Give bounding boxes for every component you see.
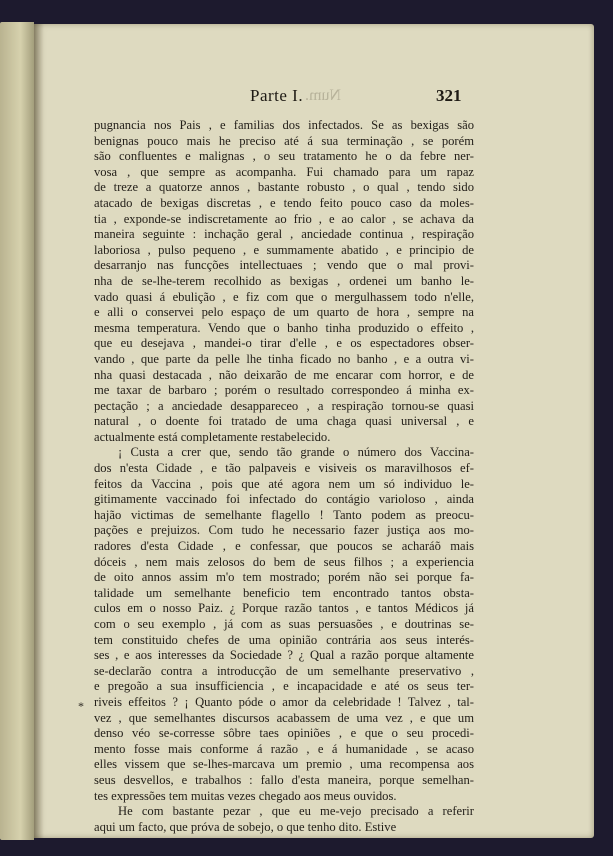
text-line: elles vissem que se-lhes-marcava um premio , uma recompensa aos [94,757,474,772]
text-line: dóceis , nem mais zelosos do bem de seus filhos ; a experiencia [94,554,474,569]
left-page-edge [0,22,34,840]
running-head [0,86,613,108]
text-line: que eu desejava , mandei-o tirar d'elle , e os espectadores obser- [94,336,474,351]
text-line: e alli o conservei pelo espaço de um quarto de hora , sempre na [94,305,474,320]
text-line: tes expressões tem muitas vezes chegado aos meus ouvidos. [94,788,397,803]
text-line: denso véo se-corresse sôbre taes opiniões , e que o seu procedi- [94,726,474,741]
text-line: pações e prejuizos. Com tudo he necessario fazer justiça aos mo- [94,523,474,538]
text-line: maneira seguinte : inchação geral , anciedade continua , respiração [94,227,474,242]
text-line: com o seu exemplo , já com as suas persuasões , e doutrinas se- [94,617,474,631]
text-line: vado quasi á ebulição , e fiz com que o mergulhassem todo n'elle, [94,289,474,304]
text-line: de oito annos assim m'o tem mostrado; porém não sei porque fa- [94,570,474,585]
margin-marker: * [78,699,84,713]
text-line: seus desvellos, e trabalhos : fallo d'esta maneira, porque semelhan- [94,772,474,787]
text-line: talidade um semelhante beneficio tem encontrado tantos obsta- [94,585,474,600]
text-line: riveis effeitos ? ¡ Quanto póde o amor da celebridade ! Talvez , tal- [94,694,474,709]
text-line: culos em o nosso Paiz. ¿ Porque razão tantos , e tantos Médicos já [94,601,474,616]
text-line: natural , o doente foi tratado de uma chaga quasi universal , e [94,414,474,429]
page-gutter-shadow [34,24,44,838]
body-text [94,118,474,835]
text-line: vosa , que sempre as acompanha. Fui chamado para um rapaz [94,164,474,179]
text-line: pugnancia nos Pais , e familias dos infectados. Se as bexigas são [94,118,474,132]
text-line: vando , que parte da pelle lhe tinha ficado no banho , e a outra vi- [94,351,474,366]
text-line: feitos da Vaccina , pois que até agora nem um só individuo le- [94,476,474,491]
text-line: mesma temperatura. Vendo que o banho tinha produzido o effeito , [94,320,474,335]
text-line: benignas pouco mais he preciso até á sua terminação , se porém [94,133,474,148]
text-line: laboriosa , pulso pequeno , e summamente abatido , e principio de [94,242,474,257]
text-line: nha de se-lhe-terem recolhido as bexigas , ordenei um banho le- [94,273,474,288]
text-line: tem constituido chefes de uma opinião contrária aos seus interés- [94,632,474,647]
text-line: de treze a quatorze annos , bastante robusto , o qual , tendo sido [94,180,474,195]
text-line: atacado de bexigas discretas , e tendo feito pouco caso da moles- [94,195,474,210]
text-line: tia , exponde-se indiscretamente ao frio , e ao calor , se achava da [94,211,474,226]
running-head-title: Parte I. [250,86,304,105]
text-line: pectação ; a anciedade desappareceo , a respiração tornou-se quasi [94,398,474,413]
text-line: nha quasi destacada , não deixarão de me encarar com horror, e de [94,367,474,382]
text-line: dos n'esta Cidade , e tão palpaveis e visiveis os maravilhosos ef- [94,461,474,476]
text-line: radores d'esta Cidade , e confessar, que poucos se acharáõ mais [94,539,474,554]
text-line: mento fosse mais conforme á razão , e á humanidade , se acaso [94,741,474,756]
text-line: hajão victimas de semelhante flagello ! Tanto podem as preocu- [94,507,474,522]
text-line: desarranjo nas funcções intellectuaes ; vendo que o mal provi- [94,258,474,273]
page-number: 321 [436,86,462,105]
text-line: ses , e aos interesses da Sociedade ? ¿ Qual a razão porque altamente [94,648,474,663]
text-line: aqui um facto, que próva de sobejo, o que tenho dito. Estive [94,819,397,834]
text-line: gitimamente vaccinado foi infectado do contágio varioloso , ainda [94,492,474,507]
show-through-heading: Num. [305,87,341,104]
text-line: me taxar de barbaro ; porém o resultado correspondeo á minha ex- [94,383,474,398]
text-line: são confluentes e malignas , o seu tratamento he o da febre ner- [94,149,474,164]
text-line: vez , que semelhantes discursos acabassem de uma vez , e que um [94,710,474,725]
text-line: e pregoão a sua insufficiencia , e incapacidade e até os seus ter- [94,679,474,694]
text-line: ¡ Custa a crer que, sendo tão grande o número dos Vaccina- [118,445,474,460]
text-line: se-declarão contra a introducção de um semelhante preservativo , [94,663,474,678]
text-line: actualmente está completamente restabelecido. [94,429,331,444]
text-line: He com bastante pezar , que eu me-vejo precisado a referir [118,804,474,819]
